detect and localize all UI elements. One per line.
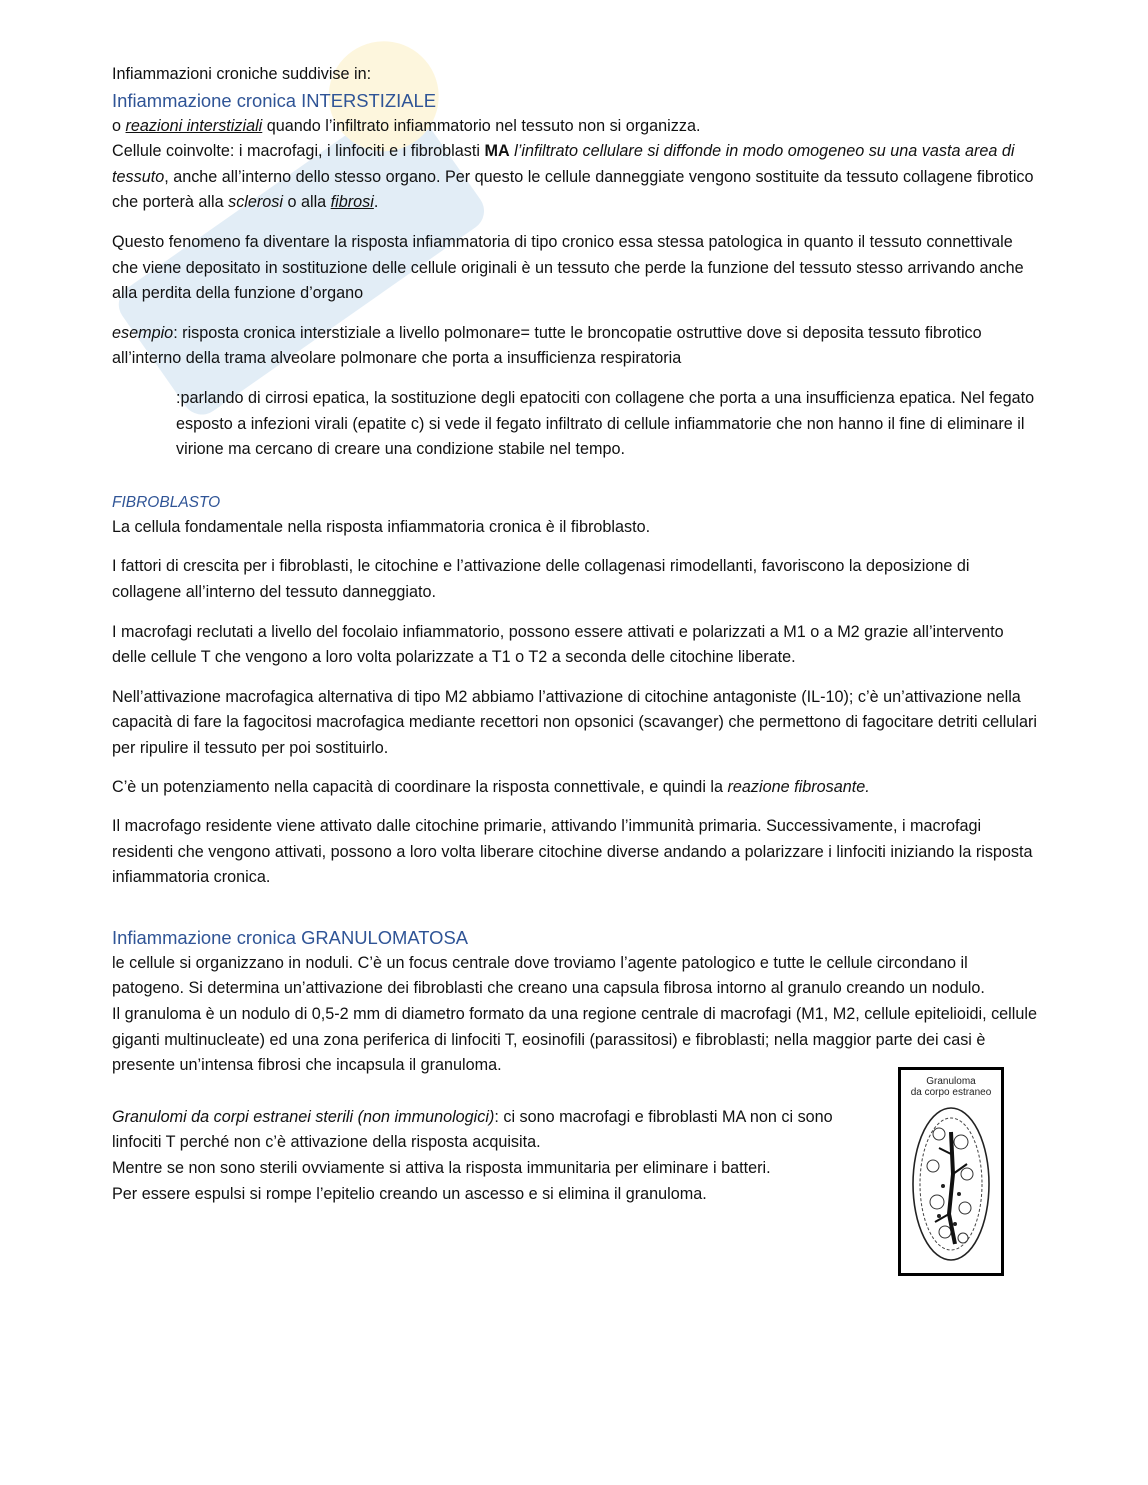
fibroblast-p4: Nell’attivazione macrofagica alternativa di tipo M2 abbiamo l’attivazione di citochine antagoniste (IL-10); c’è un’attivazione nella capacità di fare la fagocitosi macrofagica mediante recettori non opsonici (scavanger) che permettono di fagocitare detriti cellulari per ripulire il tessuto per poi sostituirlo. (112, 687, 1037, 757)
interstitial-term: reazioni interstiziali (125, 116, 263, 135)
fibroblast-p3: I macrofagi reclutati a livello del focolaio infiammatorio, possono essere attivati e polarizzati a M1 o a M2 grazie all’intervento delle cellule T che vengono a loro volta polarizzate a T1 o T2 a seconda delle citochine liberate. (112, 622, 1004, 667)
heading-granulomatous: Infiammazione cronica GRANULOMATOSA (112, 926, 469, 948)
granulomatous-line4: Per essere espulsi si rompe l’epitelio creando un ascesso e si elimina il granuloma. (112, 1184, 707, 1203)
heading-interstitial: Infiammazione cronica INTERSTIZIALE (112, 89, 436, 111)
granulomatous-p1: le cellule si organizzano in noduli. C’è un focus centrale dove troviamo l’agente patologico e tutte le cellule circondano il patogeno. Si determina un’attivazione dei fibroblasti che creano una capsula fibrosa intorno al granulo creando un nodulo. (112, 953, 985, 998)
heading-fibroblast: FIBROBLASTO (112, 493, 221, 511)
interstitial-example: esempio: risposta cronica interstiziale a livello polmonare= tutte le broncopatie ostruttive dove si deposita tessuto fibrotico all’interno della trama alveolare polmonare che porta a insufficienza respiratoria (112, 323, 982, 368)
fibroblast-p5: C’è un potenziamento nella capacità di coordinare la risposta connettivale, e quindi la reazione fibrosante. (112, 778, 870, 797)
fibroblast-p2: I fattori di crescita per i fibroblasti, le citochine e l’attivazione delle collagenasi rimodellanti, favoriscono la deposizione di collagene all’interno del tessuto danneggiato. (112, 557, 970, 601)
interstitial-para2: Questo fenomeno fa diventare la risposta infiammatoria di tipo cronico essa stessa patologica in quanto il tessuto connettivale che viene depositato in sostituzione delle cellule originali è un tessuto che perde la funzione del tessuto stesso arrivando anche alla perdita della funzione d’organo (112, 232, 1024, 303)
interstitial-example2: :parlando di cirrosi epatica, la sostituzione degli epatociti con collagene che porta a una insufficienza epatica. Nel fegato esposto a infezioni virali (epatite c) si vede il fegato infiltrato di cellule infiammatorie che non hanno il fine di eliminare il virione ma cercano di creare una condizione stabile nel tempo. (176, 388, 1035, 459)
interstitial-definition: o reazioni interstiziali quando l’infiltrato infiammatorio nel tessuto non si organizza. (112, 116, 701, 135)
granulomatous-line3: Mentre se non sono sterili ovviamente si attiva la risposta immunitaria per eliminare i batteri. (112, 1159, 771, 1177)
granuloma-illustration (909, 1104, 993, 1264)
fibroblast-p6: Il macrofago residente viene attivato dalle citochine primarie, attivando l’immunità primaria. Successivamente, i macrofagi residenti che vengono attivati, possono a loro volta liberare citochine diverse andando a polarizzare i linfociti iniziando la risposta infiammatoria cronica. (112, 817, 1033, 887)
granulomatous-p2: Il granuloma è un nodulo di 0,5-2 mm di diametro formato da una regione centrale di macrofagi (M1, M2, cellule epitelioidi, cellule giganti multinucleate) ed una zona periferica di linfociti T, eosinofili (parassitosi) e fibroblasti; nella maggior parte dei casi è presente un’intensa fibrosi che incapsula il granuloma. (112, 1005, 1037, 1075)
fibroblast-p1: La cellula fondamentale nella risposta infiammatoria cronica è il fibroblasto. (112, 517, 651, 536)
figure-caption: Granuloma da corpo estraneo (910, 1075, 992, 1098)
granuloma-figure (898, 1067, 1004, 1276)
document-page (112, 62, 1042, 1207)
sterile-granuloma-section (112, 1075, 1042, 1207)
intro-line: Infiammazioni croniche suddivise in: (112, 65, 372, 83)
interstitial-cells: Cellule coinvolte: i macrofagi, i linfociti e i fibroblasti MA l’infiltrato cellulare si diffonde in modo omogeneo su una vasta area di tessuto, anche all’interno dello stesso organo. Per questo le cellule danneggiate vengono sostituite da tessuto collagene fibrotico che porterà alla sclerosi o alla fibrosi. (112, 142, 1034, 212)
granulomatous-sterile: Granulomi da corpi estranei sterili (non immunologici): ci sono macrofagi e fibroblasti MA non ci sono linfociti T perché non c’è attivazione della risposta acquisita. (112, 1107, 833, 1152)
